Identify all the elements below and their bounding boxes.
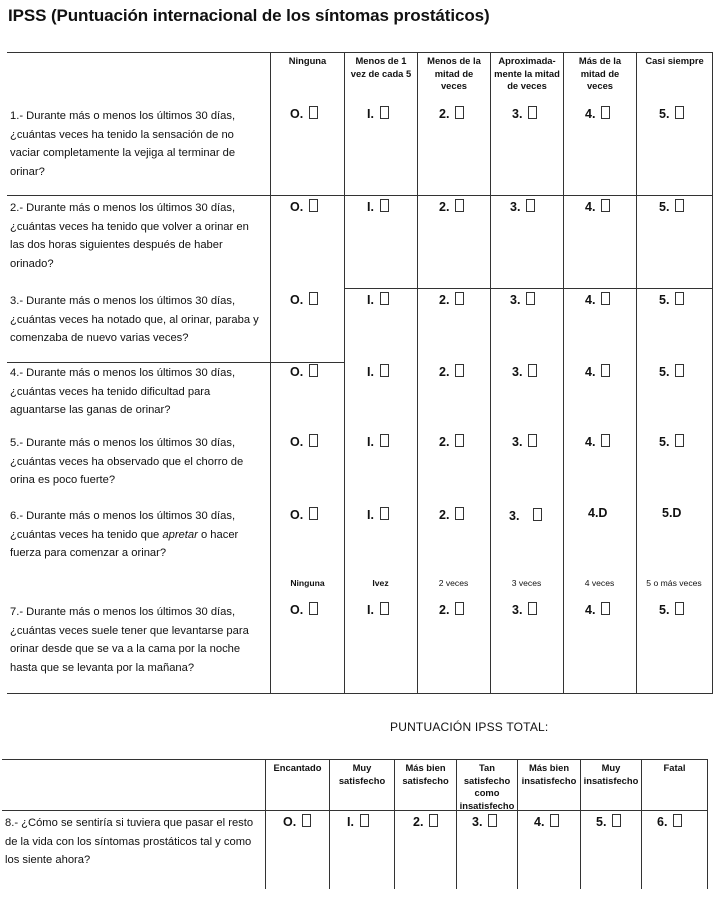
column-header: Más bien satisfecho [402, 762, 449, 786]
option-label: 2. [413, 815, 424, 829]
option-label: 4. [534, 815, 545, 829]
answer-option[interactable] [596, 814, 621, 829]
answer-option[interactable] [290, 602, 318, 617]
column-header: Encantado [273, 762, 322, 773]
answer-option[interactable] [659, 434, 684, 449]
checkbox-icon[interactable] [675, 292, 684, 305]
answer-option[interactable] [290, 434, 318, 449]
answer-option[interactable] [347, 814, 369, 829]
answer-option[interactable] [439, 364, 464, 379]
checkbox-icon[interactable] [309, 602, 318, 615]
checkbox-icon[interactable] [533, 508, 542, 521]
option-label: O. [290, 508, 304, 522]
option-label: 5. [659, 107, 670, 121]
answer-option[interactable] [585, 602, 610, 617]
column-header: Fatal [663, 762, 686, 773]
answer-option[interactable] [439, 199, 464, 214]
checkbox-icon[interactable] [429, 814, 438, 827]
table2-col-divider [265, 759, 266, 889]
table1-col-divider [344, 52, 345, 693]
option-label: I. [367, 293, 374, 307]
total-score-label: PUNTUACIÓN IPSS TOTAL: [390, 720, 549, 734]
checkbox-icon[interactable] [380, 434, 389, 447]
column-header: Muy satisfecho [338, 762, 386, 786]
option-label: 5. [659, 435, 670, 449]
answer-option[interactable] [659, 199, 684, 214]
option-label: 5. [659, 365, 670, 379]
option-label: 4. [585, 435, 596, 449]
option-label: 3. [512, 603, 523, 617]
question-7-text: 7.- Durante más o menos los últimos 30 días, ¿cuántas veces suele tener que levantarse para orinar desde que se va a la cama por la noche hasta que se levanta por la mañana? [10, 606, 249, 674]
question-1-text: 1.- Durante más o menos los últimos 30 días, ¿cuántas veces ha tenido la sensación de no vaciar completamente la vejiga al terminar de orinar? [10, 110, 236, 178]
option-label: 2. [439, 508, 450, 522]
table1-row1-border [7, 195, 713, 196]
table1-row2-border [344, 288, 713, 289]
checkbox-icon[interactable] [455, 106, 464, 119]
checkbox-icon[interactable] [528, 364, 537, 377]
option-label: 2. [439, 293, 450, 307]
option-label: 3. [510, 200, 521, 214]
page-title: IPSS (Puntuación internacional de los síntomas prostáticos) [8, 6, 490, 25]
answer-option[interactable] [290, 292, 318, 307]
answer-option[interactable] [659, 602, 684, 617]
checkbox-icon[interactable] [675, 602, 684, 615]
table1-col-divider [270, 52, 271, 693]
table1-col-divider [563, 52, 564, 693]
answer-option[interactable] [659, 292, 684, 307]
option-label: 2. [439, 365, 450, 379]
answer-option[interactable] [367, 602, 389, 617]
checkbox-icon[interactable] [528, 106, 537, 119]
option-label: 5.D [662, 506, 682, 520]
option-label: 5. [659, 293, 670, 307]
answer-option[interactable] [290, 199, 318, 214]
checkbox-icon[interactable] [673, 814, 682, 827]
answer-option[interactable] [367, 434, 389, 449]
column-header: Ivez [372, 578, 389, 588]
answer-option[interactable] [662, 506, 681, 520]
answer-option[interactable] [585, 292, 610, 307]
answer-option[interactable] [283, 814, 311, 829]
question-3-text: 3.- Durante más o menos los últimos 30 días, ¿cuántas veces ha notado que, al orinar, paraba y comenzaba de nuevo varias veces? [10, 295, 259, 345]
column-header: Más de la mitad de veces [578, 55, 622, 91]
answer-option[interactable] [512, 434, 537, 449]
table1-col-divider [417, 52, 418, 693]
checkbox-icon[interactable] [309, 434, 318, 447]
checkbox-icon[interactable] [380, 364, 389, 377]
answer-option[interactable] [367, 106, 389, 121]
option-label: O. [290, 107, 304, 121]
option-label: I. [367, 508, 374, 522]
answer-option[interactable] [367, 292, 389, 307]
answer-option[interactable] [439, 434, 464, 449]
option-label: 2. [439, 435, 450, 449]
checkbox-icon[interactable] [455, 507, 464, 520]
answer-option[interactable] [290, 106, 318, 121]
checkbox-icon[interactable] [601, 106, 610, 119]
answer-option[interactable] [367, 364, 389, 379]
table1-col-divider [712, 52, 713, 693]
answer-option[interactable] [439, 106, 464, 121]
column-header: Más bien insatisfecho [521, 762, 577, 786]
checkbox-icon[interactable] [302, 814, 311, 827]
answer-option[interactable] [585, 106, 610, 121]
option-label: 4.D [588, 506, 608, 520]
checkbox-icon[interactable] [380, 292, 389, 305]
checkbox-icon[interactable] [612, 814, 621, 827]
option-label: 3. [512, 365, 523, 379]
checkbox-icon[interactable] [380, 507, 389, 520]
option-label: 3. [510, 293, 521, 307]
answer-option[interactable] [290, 507, 318, 522]
column-header: 4 veces [584, 578, 615, 588]
checkbox-icon[interactable] [455, 434, 464, 447]
option-label: 4. [585, 603, 596, 617]
column-header: 5 o más veces [646, 578, 702, 588]
column-header: Aproximada-mente la mitad de veces [494, 55, 560, 91]
answer-option[interactable] [439, 292, 464, 307]
answer-option[interactable] [367, 199, 389, 214]
table1-bottom-border [7, 693, 713, 694]
table2-col-divider [641, 759, 642, 889]
checkbox-icon[interactable] [675, 106, 684, 119]
option-label: O. [290, 435, 304, 449]
answer-option[interactable] [439, 602, 464, 617]
table1-top-border [7, 52, 713, 53]
option-label: 3. [512, 435, 523, 449]
checkbox-icon[interactable] [309, 364, 318, 377]
checkbox-icon[interactable] [601, 364, 610, 377]
column-header: Muy insatisfecho [583, 762, 639, 786]
checkbox-icon[interactable] [455, 364, 464, 377]
option-label: 6. [657, 815, 668, 829]
checkbox-icon[interactable] [528, 434, 537, 447]
checkbox-icon[interactable] [601, 602, 610, 615]
checkbox-icon[interactable] [601, 199, 610, 212]
question-6-text: 6.- Durante más o menos los últimos 30 días, ¿cuántas veces ha tenido que apretar o hacer fuerza para comenzar a orinar? [10, 510, 239, 560]
option-label: 3. [472, 815, 483, 829]
checkbox-icon[interactable] [675, 364, 684, 377]
answer-option[interactable] [367, 507, 389, 522]
option-label: I. [367, 365, 374, 379]
answer-option[interactable] [585, 434, 610, 449]
column-header: 2 veces [438, 578, 469, 588]
answer-option[interactable] [512, 602, 537, 617]
option-label: I. [367, 200, 374, 214]
option-label: 4. [585, 293, 596, 307]
checkbox-icon[interactable] [488, 814, 497, 827]
table2-col-divider [707, 759, 708, 889]
option-label: 2. [439, 107, 450, 121]
option-label: 5. [659, 200, 670, 214]
option-label: 4. [585, 107, 596, 121]
option-label: 4. [585, 365, 596, 379]
checkbox-icon[interactable] [380, 602, 389, 615]
answer-option[interactable] [413, 814, 438, 829]
answer-option[interactable] [534, 814, 559, 829]
answer-option[interactable] [512, 364, 537, 379]
option-label: O. [283, 815, 297, 829]
answer-option[interactable] [512, 106, 537, 121]
answer-option[interactable] [510, 292, 535, 307]
option-label: 3. [512, 107, 523, 121]
option-label: 5. [659, 603, 670, 617]
table2-top-border [2, 759, 708, 760]
answer-option[interactable] [659, 364, 684, 379]
table1-row3-border [7, 362, 344, 363]
checkbox-icon[interactable] [309, 507, 318, 520]
option-label: 3. [509, 509, 520, 523]
checkbox-icon[interactable] [601, 434, 610, 447]
answer-option[interactable] [588, 506, 607, 520]
checkbox-icon[interactable] [309, 292, 318, 305]
option-label: I. [367, 603, 374, 617]
question-5-text: 5.- Durante más o menos los últimos 30 días, ¿cuántas veces ha observado que el chorro de orina es poco fuerte? [10, 437, 244, 487]
checkbox-icon[interactable] [528, 602, 537, 615]
option-label: I. [367, 107, 374, 121]
checkbox-icon[interactable] [360, 814, 369, 827]
answer-option[interactable] [657, 814, 682, 829]
checkbox-icon[interactable] [675, 199, 684, 212]
answer-option[interactable] [510, 199, 535, 214]
checkbox-icon[interactable] [526, 199, 535, 212]
option-label: O. [290, 200, 304, 214]
answer-option[interactable] [585, 364, 610, 379]
checkbox-icon[interactable] [550, 814, 559, 827]
answer-option[interactable] [659, 106, 684, 121]
column-header: Casi siempre [645, 55, 704, 66]
question-8-text: 8.- ¿Cómo se sentiría si tuviera que pasar el resto de la vida con los síntomas prostáticos tal y como los siente ahora? [5, 817, 254, 867]
option-label: O. [290, 293, 304, 307]
table1-col-divider [490, 52, 491, 693]
checkbox-icon[interactable] [675, 434, 684, 447]
table1-col-divider [636, 52, 637, 693]
option-label: 2. [439, 603, 450, 617]
checkbox-icon[interactable] [526, 292, 535, 305]
option-label: I. [347, 815, 354, 829]
checkbox-icon[interactable] [455, 602, 464, 615]
checkbox-icon[interactable] [380, 106, 389, 119]
column-header: Ninguna [288, 55, 327, 66]
option-label: O. [290, 365, 304, 379]
option-label: 5. [596, 815, 607, 829]
checkbox-icon[interactable] [309, 106, 318, 119]
question-2-text: 2.- Durante más o menos los últimos 30 días, ¿cuántas veces ha tenido que volver a orinar en las dos horas siguientes después de haber orinado? [10, 202, 249, 270]
answer-option[interactable] [290, 364, 318, 379]
column-header: Menos de la mitad de veces [427, 55, 481, 91]
column-header: 3 veces [511, 578, 542, 588]
checkbox-icon[interactable] [455, 199, 464, 212]
column-header: Tan satisfecho como insatisfecho [459, 762, 515, 811]
column-header: Menos de 1 vez de cada 5 [350, 55, 412, 79]
answer-option[interactable] [509, 508, 542, 523]
answer-option[interactable] [439, 507, 464, 522]
checkbox-icon[interactable] [601, 292, 610, 305]
option-label: 4. [585, 200, 596, 214]
option-label: O. [290, 603, 304, 617]
checkbox-icon[interactable] [309, 199, 318, 212]
answer-option[interactable] [585, 199, 610, 214]
table2-header-border [2, 810, 708, 811]
checkbox-icon[interactable] [455, 292, 464, 305]
answer-option[interactable] [472, 814, 497, 829]
option-label: I. [367, 435, 374, 449]
option-label: 2. [439, 200, 450, 214]
question-4-text: 4.- Durante más o menos los últimos 30 días, ¿cuántas veces ha tenido dificultad para aguantarse las ganas de orinar? [10, 367, 236, 417]
checkbox-icon[interactable] [380, 199, 389, 212]
column-header: Ninguna [290, 578, 325, 588]
